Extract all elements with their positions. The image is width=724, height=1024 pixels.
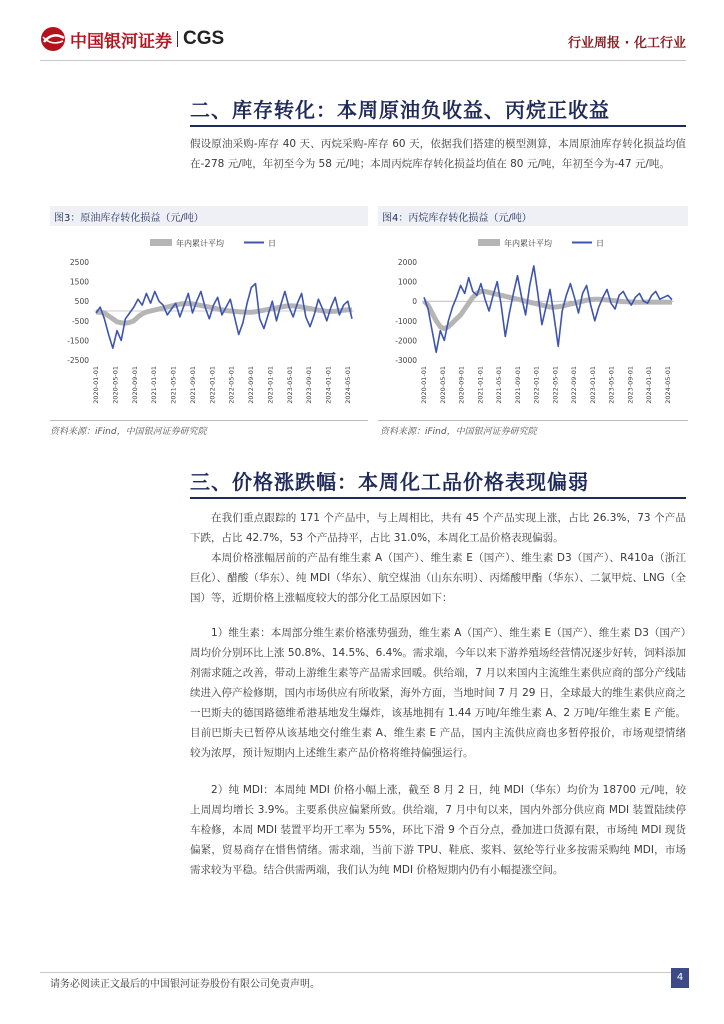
page-header [0,0,724,70]
y-tick-label: -3000 [395,356,417,365]
y-tick-label: -1500 [67,336,89,346]
x-tick-label: 2023-01-01 [588,366,597,404]
x-tick-label: 2023-09-01 [305,366,314,404]
crude-oil-chart-svg [50,228,368,418]
figure-4-source: 资料来源：iFind，中国银河证券研究院 [380,427,537,437]
series-line-daily [96,284,352,349]
figure-4-source-rule [378,420,688,421]
company-logo [40,26,224,52]
propane-inventory-chart [378,228,688,418]
x-tick-label: 2020-05-01 [438,366,447,404]
x-tick-label: 2022-05-01 [551,366,560,404]
section-3-paragraph-mdi: 2）纯 MDI：本周纯 MDI 价格小幅上涨，截至 8 月 2 日，纯 MDI（华东）均价为 18700 元/吨，较上周周均增长 3.9%。主要系供应偏紧所致。供给端，7 月中旬以来，国内外部分供应商 MDI 装置陆续停车检修，本周 MDI 装置平均开工率为 55%，环比下滑 9 个百分点，叠加进口货源有限，市场纯 MDI 现货偏紧，贸易商存在惜售情绪。需求端，当前下游 TPU、鞋底、浆料、氨纶等行业多按需采购纯 MDI，市场需求较为平稳。结合供需两端，我们认为纯 MDI 价格短期内仍有小幅提涨空间。 [190,784,686,876]
x-tick-label: 2020-09-01 [130,366,139,404]
section-3-paragraph-vitamins: 1）维生素：本周部分维生素价格涨势强劲，维生素 A（国产）、维生素 E（国产）、维生素 D3（国产）周均价分别环比上涨 50.8%、14.5%、6.4%。需求端，今年以来下游养殖场经营情况逐步好转，饲料添加剂需求随之改善，带动上游维生素等产品需求回暖。供给端，7 月以来国内主流维生素供应商的部分产线陆续进入停产检修期，国内市场供应有所收紧，海外方面，当地时间 7 月 29 日，全球最大的维生素供应商之一巴斯夫的德国路德维希港基地发生爆炸，该基地拥有 1.44 万吨/年维生素 A、2 万吨/年维生素 E 产能。目前巴斯夫已暂停从该基地交付维生素 A、维生素 E 产品，国内主流供应商也多暂停报价，市场观望情绪较为浓厚，预计短期内上述维生素产品价格将维持偏强运行。 [190,627,686,759]
x-tick-label: 2021-09-01 [513,366,522,404]
x-tick-label: 2022-01-01 [532,366,541,404]
galaxy-logo-icon [40,26,66,52]
x-tick-label: 2024-01-01 [324,366,333,404]
legend-label-daily: 日 [268,239,276,248]
footer-disclaimer: 请务必阅读正文最后的中国银河证券股份有限公司免责声明。 [50,979,320,990]
y-tick-label: -1000 [395,316,417,326]
x-tick-label: 2023-05-01 [607,366,616,404]
legend-label-avg: 年内累计平均 [176,239,224,248]
section-3-paragraph-1: 在我们重点跟踪的 171 个产品中，与上周相比，共有 45 个产品实现上涨，占比 26.3%，73 个产品下跌，占比 42.7%，53 个产品持平，占比 31.0%，本周化工品价格表现偏弱。 [190,512,686,544]
x-tick-label: 2021-05-01 [169,366,178,404]
x-tick-label: 2020-09-01 [457,366,466,404]
section-3-title: 三、价格涨跌幅：本周化工品价格表现偏弱 [190,470,589,494]
x-tick-label: 2020-01-01 [92,366,100,404]
logo-chinese-name: 中国银河证券 [70,31,172,52]
x-tick-label: 2021-09-01 [188,366,197,404]
y-tick-label: -2500 [67,356,89,365]
x-tick-label: 2020-01-01 [420,366,428,404]
section-2-title: 二、库存转化：本周原油负收益、丙烷正收益 [190,98,610,122]
x-tick-label: 2021-01-01 [476,366,485,404]
x-tick-label: 2023-01-01 [266,366,275,404]
logo-english-name: CGS [183,28,225,49]
legend-swatch-avg [150,239,172,246]
x-tick-label: 2023-05-01 [285,366,294,404]
y-tick-label: 1000 [397,277,417,287]
section-3-paragraph-2: 本周价格涨幅居前的产品有维生素 A（国产）、维生素 E（国产）、维生素 D3（国产）、R410a（浙江巨化）、醋酸（华东）、纯 MDI（华东）、航空煤油（山东东明）、丙烯酸甲酯（华东）、二氯甲烷、LNG（全国）等，近期价格上涨幅度较大的部分化工品原因如下： [190,552,686,604]
figure-4-title: 图4：丙烷库存转化损益（元/吨） [378,206,688,226]
y-tick-label: 500 [74,297,89,307]
x-tick-label: 2022-05-01 [227,366,236,404]
x-tick-label: 2024-01-01 [645,366,654,404]
y-tick-label: -500 [71,316,89,326]
legend-label-daily: 日 [596,239,604,248]
x-tick-label: 2024-05-01 [344,366,352,404]
y-tick-label: 2500 [69,258,89,267]
footer-divider [40,972,686,973]
propane-chart-svg [378,228,688,418]
report-type-tag: 行业周报 · 化工行业 [568,36,686,51]
x-tick-label: 2024-05-01 [664,366,672,404]
x-tick-label: 2022-09-01 [570,366,579,404]
logo-separator [177,31,178,47]
x-tick-label: 2021-05-01 [495,366,504,404]
y-tick-label: 2000 [397,258,417,267]
x-tick-label: 2022-09-01 [247,366,256,404]
x-tick-label: 2022-01-01 [208,366,217,404]
figure-3-source: 资料来源：iFind，中国银河证券研究院 [50,427,207,437]
section-2-rule [190,125,686,127]
page-number: 4 [671,968,689,988]
section-3-rule [190,497,686,499]
section-2-paragraph: 假设原油采购-库存 40 天、丙烷采购-库存 60 天，依据我们搭建的模型测算，本周原油库存转化损益均值在-278 元/吨，年初至今为 58 元/吨；本周丙烷库存转化损益均值在 80 元/吨，年初至今为-47 元/吨。 [190,138,686,170]
x-tick-label: 2023-09-01 [626,366,635,404]
header-divider [40,60,686,61]
x-tick-label: 2020-05-01 [111,366,120,404]
x-tick-label: 2021-01-01 [150,366,159,404]
crude-oil-inventory-chart [50,228,368,418]
y-tick-label: 0 [412,297,417,307]
y-tick-label: -2000 [395,336,417,346]
legend-label-avg: 年内累计平均 [504,239,552,248]
y-tick-label: 1500 [69,277,89,287]
legend-swatch-avg [478,239,500,246]
figure-3-title: 图3：原油库存转化损益（元/吨） [50,206,368,226]
figure-3-source-rule [50,420,368,421]
